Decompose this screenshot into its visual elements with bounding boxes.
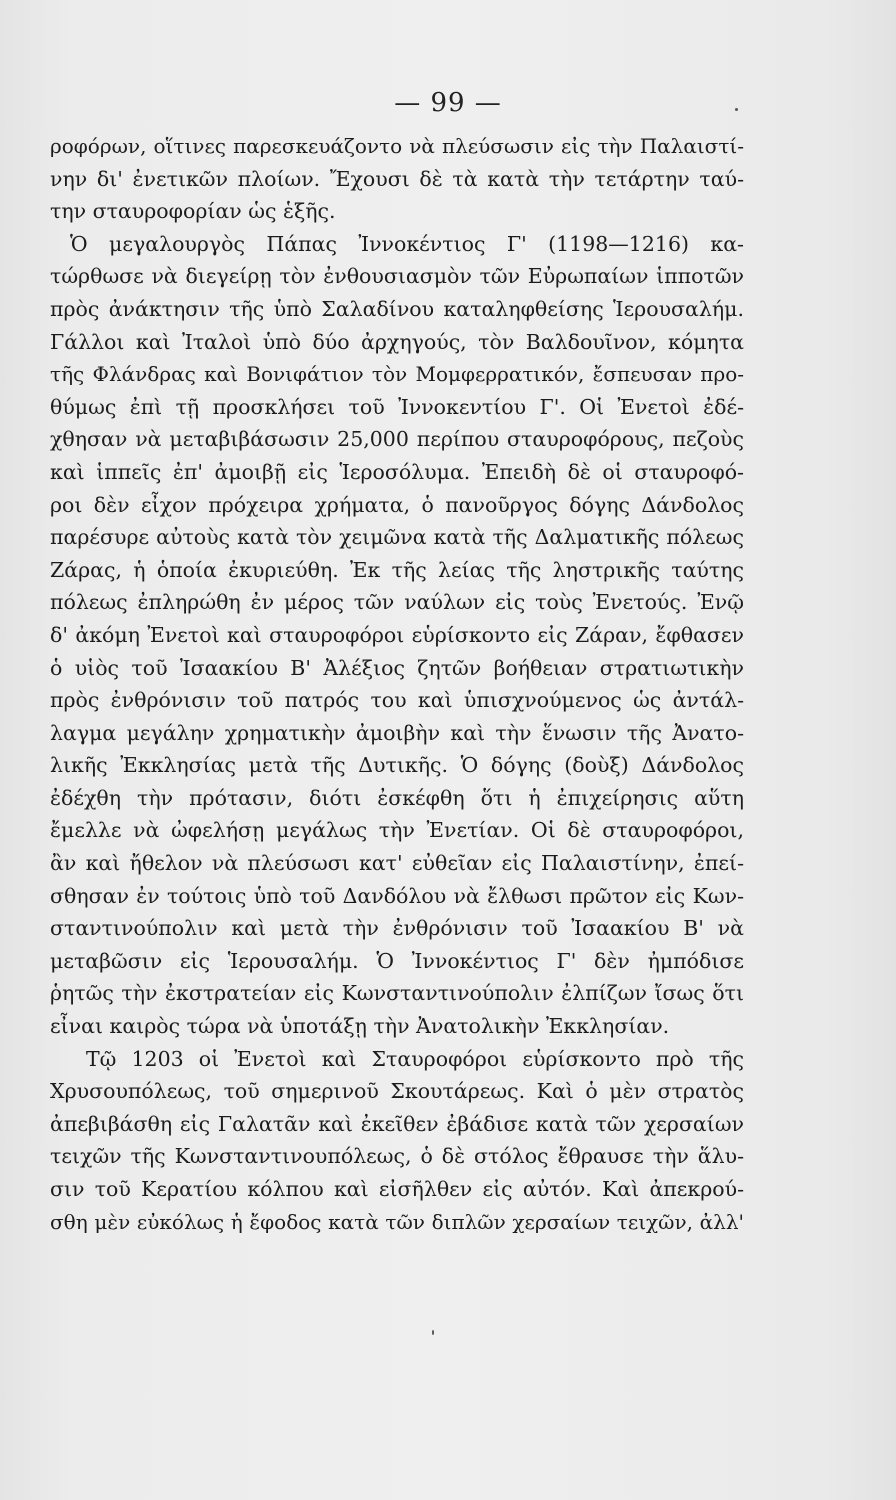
page-number: — 99 — bbox=[394, 88, 502, 118]
text-line: Ζάρας, ἡ ὁποία ἐκυριεύθη. Ἐκ τῆς λείας τῆς ληστρικῆς ταύτης bbox=[50, 557, 744, 582]
text-line: παρέσυρε αὐτοὺς κατὰ τὸν χειμῶνα κατὰ τῆς Δαλματικῆς πόλεως bbox=[50, 525, 744, 550]
text-line: ἔμελλε νὰ ὠφελήσῃ μεγάλως τὴν Ἐνετίαν. Οἱ δὲ σταυροφόροι, bbox=[50, 818, 744, 843]
text-line: Τῷ 1203 οἱ Ἐνετοὶ καὶ Σταυροφόροι εὑρίσκοντο πρὸ τῆς bbox=[86, 1046, 744, 1071]
text-line: την σταυροφορίαν ὡς ἑξῆς. bbox=[50, 199, 336, 224]
text-line: ροι δὲν εἶχον πρόχειρα χρήματα, ὁ πανοῦργος δόγης Δάνδολος bbox=[50, 492, 744, 517]
text-line: Ὁ μεγαλουργὸς Πάπας Ἰννοκέντιος Γ' (1198—1216) κα- bbox=[70, 231, 744, 256]
text-line: σταντινούπολιν καὶ μετὰ τὴν ἐνθρόνισιν τοῦ Ἰσαακίου Β' νὰ bbox=[50, 916, 744, 941]
text-line: τώρθωσε νὰ διεγείρῃ τὸν ἐνθουσιασμὸν τῶν Εὐρωπαίων ἱπποτῶν bbox=[50, 264, 744, 289]
text-line: πρὸς ἀνάκτησιν τῆς ὑπὸ Σαλαδίνου καταληφθείσης Ἱερουσαλήμ. bbox=[50, 296, 744, 321]
text-line: ἂν καὶ ἤθελον νὰ πλεύσωσι κατ' εὐθεῖαν εἰς Παλαιστίνην, ἐπεί- bbox=[50, 851, 744, 876]
text-line: θύμως ἐπὶ τῇ προσκλήσει τοῦ Ἰννοκεντίου Γ'. Οἱ Ἐνετοὶ ἐδέ- bbox=[50, 394, 744, 419]
text-line: λαγμα μεγάλην χρηματικὴν ἀμοιβὴν καὶ τὴν ἕνωσιν τῆς Ἀνατο- bbox=[50, 720, 744, 745]
text-line: πόλεως ἐπληρώθη ἐν μέρος τῶν ναύλων εἰς τοὺς Ἐνετούς. Ἐνῷ bbox=[50, 590, 744, 615]
text-line: σιν τοῦ Κερατίου κόλπου καὶ εἰσῆλθεν εἰς αὐτόν. Καὶ ἀπεκρού- bbox=[50, 1177, 744, 1201]
body-text bbox=[50, 130, 744, 1238]
text-line: ροφόρων, οἵτινες παρεσκευάζοντο νὰ πλεύσωσιν εἰς τὴν Παλαιστί- bbox=[50, 134, 744, 158]
text-line: Γάλλοι καὶ Ἰταλοὶ ὑπὸ δύο ἀρχηγούς, τὸν Βαλδουῖνον, κόμητα bbox=[50, 329, 744, 354]
paper-speck bbox=[735, 108, 738, 111]
text-line: νην δι' ἐνετικῶν πλοίων. Ἔχουσι δὲ τὰ κατὰ τὴν τετάρτην ταύ- bbox=[50, 166, 744, 191]
text-line: μεταβῶσιν εἰς Ἱερουσαλήμ. Ὁ Ἰννοκέντιος Γ' δὲν ἠμπόδισε bbox=[50, 948, 744, 973]
text-line: ἀπεβιβάσθη εἰς Γαλατᾶν καὶ ἐκεῖθεν ἐβάδισε κατὰ τῶν χερσαίων bbox=[50, 1111, 744, 1136]
text-line: τειχῶν τῆς Κωνσταντινουπόλεως, ὁ δὲ στόλος ἔθραυσε τὴν ἅλυ- bbox=[50, 1144, 744, 1169]
paper-speck bbox=[432, 1330, 434, 1335]
text-line: ἐδέχθη τὴν πρότασιν, διότι ἐσκέφθη ὅτι ἡ ἐπιχείρησις αὕτη bbox=[50, 785, 744, 810]
text-line: δ' ἀκόμη Ἐνετοὶ καὶ σταυροφόροι εὑρίσκοντο εἰς Ζάραν, ἔφθασεν bbox=[50, 622, 744, 647]
text-line: εἶναι καιρὸς τώρα νὰ ὑποτάξῃ τὴν Ἀνατολικὴν Ἐκκλησίαν. bbox=[50, 1014, 670, 1039]
text-line: πρὸς ἐνθρόνισιν τοῦ πατρός του καὶ ὑπισχνούμενος ὡς ἀντάλ- bbox=[50, 688, 744, 713]
text-line: σθη μὲν εὐκόλως ἡ ἔφοδος κατὰ τῶν διπλῶν χερσαίων τειχῶν, ἀλλ' bbox=[50, 1209, 744, 1234]
text-line: τῆς Φλάνδρας καὶ Βονιφάτιον τὸν Μομφερρατικόν, ἔσπευσαν προ- bbox=[50, 362, 744, 387]
text-line: σθησαν ἐν τούτοις ὑπὸ τοῦ Δανδόλου νὰ ἔλθωσι πρῶτον εἰς Κων- bbox=[50, 883, 744, 908]
text-line: χθησαν νὰ μεταβιβάσωσιν 25,000 περίπου σταυροφόρους, πεζοὺς bbox=[50, 427, 744, 452]
text-line: ὁ υἱὸς τοῦ Ἰσαακίου Β' Ἀλέξιος ζητῶν βοήθειαν στρατιωτικὴν bbox=[50, 655, 744, 680]
text-line: λικῆς Ἐκκλησίας μετὰ τῆς Δυτικῆς. Ὁ δόγης (δοὺξ) Δάνδολος bbox=[50, 753, 744, 778]
text-line: Χρυσουπόλεως, τοῦ σημερινοῦ Σκουτάρεως. Καὶ ὁ μὲν στρατὸς bbox=[50, 1079, 744, 1104]
text-line: ῥητῶς τὴν ἐκστρατείαν εἰς Κωνσταντινούπολιν ἐλπίζων ἴσως ὅτι bbox=[50, 981, 744, 1006]
text-line: καὶ ἱππεῖς ἐπ' ἀμοιβῇ εἰς Ἱεροσόλυμα. Ἐπειδὴ δὲ οἱ σταυροφό- bbox=[50, 459, 744, 484]
